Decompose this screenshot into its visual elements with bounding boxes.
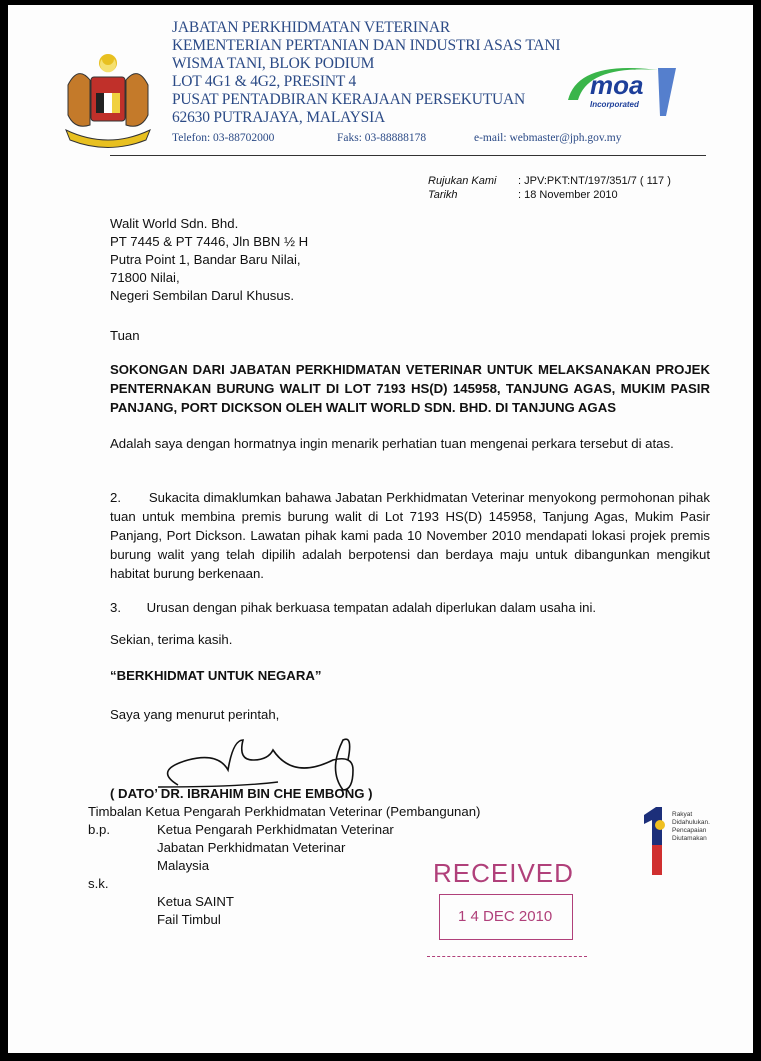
moa-logo-sub: Incorporated bbox=[590, 100, 639, 109]
motto: “BERKHIDMAT UNTUK NEGARA” bbox=[110, 668, 322, 683]
signature-icon bbox=[138, 725, 388, 795]
stamp-rule bbox=[427, 956, 587, 957]
rujukan-value: : JPV:PKT:NT/197/351/7 ( 117 ) bbox=[518, 175, 671, 187]
stamp-word: RECEIVED bbox=[433, 858, 574, 888]
moa-logo bbox=[558, 60, 678, 120]
tagline-line: Pencapaian bbox=[672, 827, 707, 834]
letterhead-line: JABATAN PERKHIDMATAN VETERINAR bbox=[172, 19, 450, 36]
rujukan-label: Rujukan Kami bbox=[428, 175, 497, 187]
1malaysia-logo bbox=[640, 805, 740, 885]
closing: Sekian, terima kasih. bbox=[110, 632, 233, 647]
signatory-title: Timbalan Ketua Pengarah Perkhidmatan Veterinar (Pembangunan) bbox=[88, 804, 481, 819]
stamp-date: 1 4 DEC 2010 bbox=[458, 908, 553, 925]
malaysia-coat-of-arms-icon bbox=[58, 45, 158, 155]
telefon: Telefon: 03-88702000 bbox=[172, 132, 275, 144]
tagline-line: Didahulukan. bbox=[672, 819, 710, 826]
signatory-name: ( DATO’ DR. IBRAHIM BIN CHE EMBONG ) bbox=[110, 786, 373, 801]
stamp-date-box bbox=[439, 894, 573, 940]
letterhead-line: WISMA TANI, BLOK PODIUM bbox=[172, 55, 375, 72]
recipient-line: Walit World Sdn. Bhd. bbox=[110, 216, 239, 231]
paragraph-2: 2. Sukacita dimaklumkan bahawa Jabatan Perkhidmatan Veterinar menyokong permohonan pihak tuan untuk membina premis burung walit di Lot 7193 HS(D) 145958, Tanjung Agas, Mukim Pasir Panjang, Port Dickson. Lawatan pihak kami pada 10 November 2010 mendapati lokasi projek premis burung walit yang telah dipilih adalah berpotensi dan berdaya maju untuk dibangunkan mengikut habitat burung berkenaan. bbox=[110, 490, 710, 581]
letterhead-line: LOT 4G1 & 4G2, PRESINT 4 bbox=[172, 73, 357, 90]
tagline-line: Rakyat bbox=[672, 811, 693, 818]
letterhead-line: 62630 PUTRAJAYA, MALAYSIA bbox=[172, 109, 386, 126]
recipient-line: 71800 Nilai, bbox=[110, 270, 180, 285]
moa-logo-text: moa bbox=[590, 70, 644, 100]
letterhead-line: KEMENTERIAN PERTANIAN DAN INDUSTRI ASAS TANI bbox=[172, 37, 561, 54]
faks: Faks: 03-88888178 bbox=[337, 132, 427, 144]
letterhead-line: PUSAT PENTADBIRAN KERAJAAN PERSEKUTUAN bbox=[172, 91, 526, 108]
recipient-line: PT 7445 & PT 7446, Jln BBN ½ H bbox=[110, 234, 309, 249]
tarikh-value: : 18 November 2010 bbox=[518, 189, 618, 201]
letter-page bbox=[8, 5, 753, 1053]
salutation: Tuan bbox=[110, 328, 140, 343]
header-divider bbox=[110, 155, 706, 156]
bp-line: Malaysia bbox=[157, 858, 210, 873]
recipient-line: Negeri Sembilan Darul Khusus. bbox=[110, 288, 294, 303]
tarikh-label: Tarikh bbox=[428, 189, 458, 201]
sk-label: s.k. bbox=[88, 876, 109, 891]
subject: SOKONGAN DARI JABATAN PERKHIDMATAN VETERINAR UNTUK MELAKSANAKAN PROJEK PENTERNAKAN BURUNG WALIT DI LOT 7193 HS(D) 145958, TANJUNG AGAS, MUKIM PASIR PANJANG, PORT DICKSON OLEH WALIT WORLD SDN. BHD. DI TANJUNG AGAS bbox=[110, 362, 710, 415]
email: e-mail: webmaster@jph.gov.my bbox=[474, 132, 622, 144]
sign-off: Saya yang menurut perintah, bbox=[110, 707, 280, 722]
bp-label: b.p. bbox=[88, 822, 110, 837]
paragraph-3: 3. Urusan dengan pihak berkuasa tempatan adalah diperlukan dalam usaha ini. bbox=[110, 600, 597, 615]
1malaysia-numeral-icon bbox=[640, 805, 670, 880]
tagline-line: Diutamakan bbox=[672, 835, 707, 842]
bp-line: Ketua Pengarah Perkhidmatan Veterinar bbox=[157, 822, 394, 837]
received-stamp bbox=[427, 858, 587, 958]
paragraph-1: Adalah saya dengan hormatnya ingin menarik perhatian tuan mengenai perkara tersebut di atas. bbox=[110, 436, 674, 451]
bp-line: Jabatan Perkhidmatan Veterinar bbox=[157, 840, 346, 855]
sk-line: Ketua SAINT bbox=[157, 894, 234, 909]
sk-line: Fail Timbul bbox=[157, 912, 221, 927]
1malaysia-tagline bbox=[672, 811, 710, 843]
recipient-line: Putra Point 1, Bandar Baru Nilai, bbox=[110, 252, 301, 267]
